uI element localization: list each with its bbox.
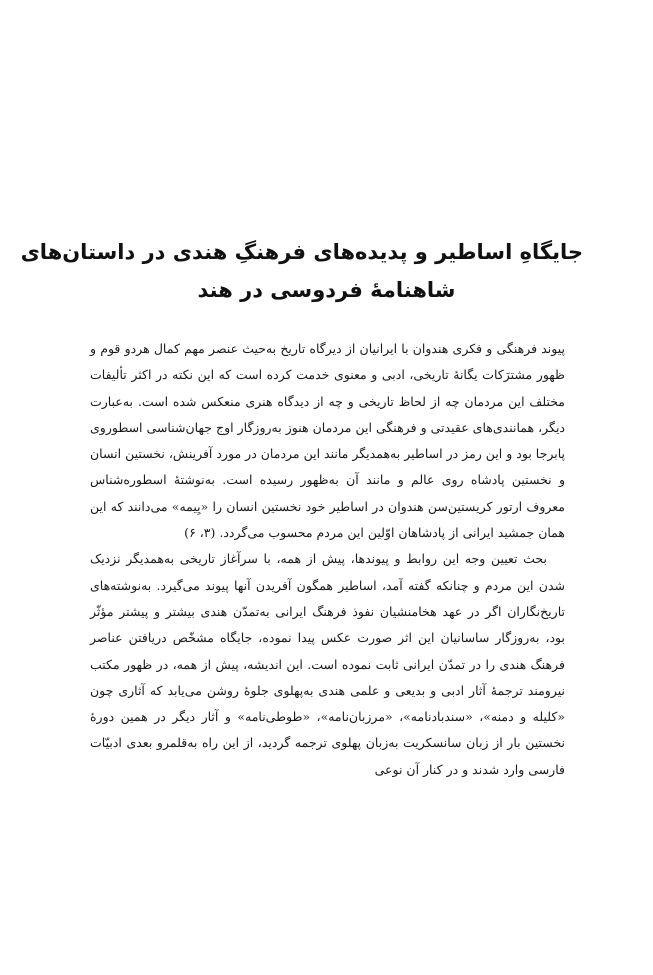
paragraph-1: پیوند فرهنگی و فکری هندوان با ایرانیان از دیرگاه تاریخ به‌حیث عنصر مهم کمال هردو قوم و ظهور مشترَکات یگانۀ تاریخی، ادبی و معنوی خدمت کرده است که این نکته در اکثر تألیفات مختلف این مردمان چه از لحاظ تاریخی و چه از دیدگاه هنری منعکس شده است. به‌عبارت دیگر، همانندی‌های عقیدتی و فرهنگی این مردمان هنوز به‌روزگار اوج جهان‌شناسی اسطوروی پابرجا بود و این رمز در اساطیر به‌همدیگر مانند این مردمان در مورد آفرینش، نخستین انسان و نخستین پادشاه روی عالم و مانند آن به‌ظهور رسیده است. به‌نوشتۀ اسطوره‌شناس معروف ارتور کریستین‌سن هندوان در اساطیر خود نخستین انسان را «یِیمه» می‌دانند که این همان جمشید ایرانی از پادشاهان اوّلین این مردم محسوب می‌گردد. (۳، ۶) bbox=[90, 341, 565, 541]
title-line-2: شاهنامۀ فردوسی در هند bbox=[197, 278, 456, 302]
article-body bbox=[90, 336, 565, 783]
article-title bbox=[20, 233, 583, 309]
title-line-1: جایگاهِ اساطیر و پدیده‌های فرهنگِ هندی در داستان‌های bbox=[20, 240, 583, 264]
paragraph-2: بحث تعیین وجه این روابط و پیوندها، پیش از همه، با سرآغاز تاریخی به‌همدیگر نزدیک شدن این مردم و چنانکه گفته آمد، اساطیر همگون آفریدن آنها پیوند می‌گیرد. به‌نوشته‌های تاریخ‌نگاران اگر در عهد هخامنشیان نفوذ فرهنگ ایرانی به‌تمدّن هندی بیشتر و پیشتر مؤثّر بود، به‌روزگار ساسانیان این اثر صورت عکس پیدا نموده، جایگاه مشخّص دریافتن عناصر فرهنگ هندی را در تمدّن ایرانی ثابت نموده است. این اندیشه، پیش از همه، در ظهور مکتب نیرومند ترجمۀ آثار ادبی و بدیعی و علمی هندی به‌پهلوی جلوۀ روشن می‌یابد که آثاری چون «کلیله و دمنه»، «سندبادنامه»، «مرزبان‌نامه»، «طوطی‌نامه» و آثار دیگر در همین دورۀ نخستین بار از زبان سانسکریت به‌زبان پهلوی ترجمه گردید، از این راه به‌قلمرو بعدی ادبیّات فارسی وارد شدند و در کنار آن نوعی bbox=[90, 551, 565, 777]
